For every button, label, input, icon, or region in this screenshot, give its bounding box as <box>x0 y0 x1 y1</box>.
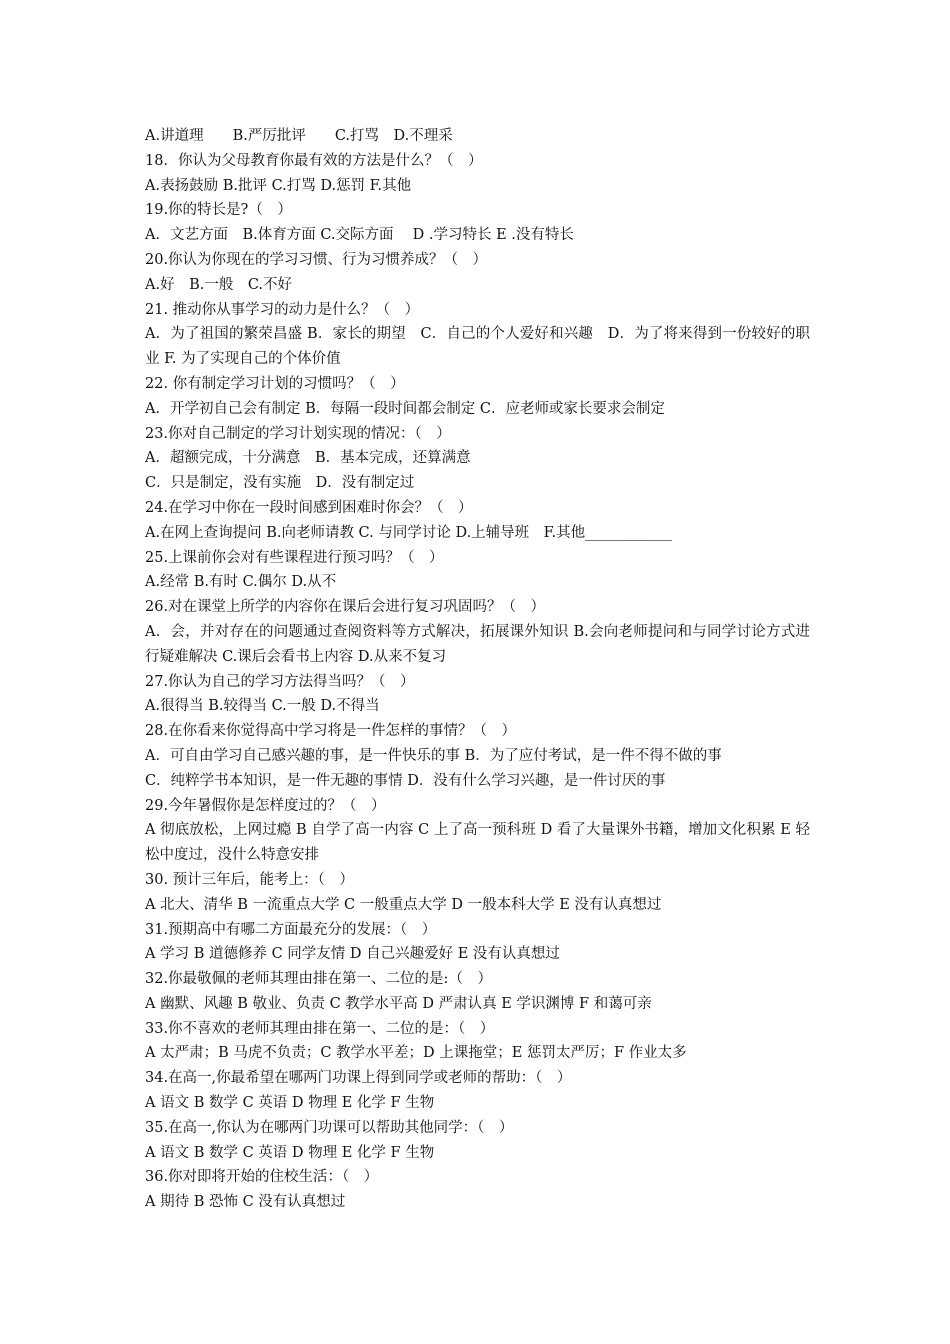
question-text: 36.你对即将开始的住校生活：（ ） <box>145 1169 379 1186</box>
answer-options: A.很得当 B.较得当 C.一般 D.不得当 <box>145 698 380 715</box>
answer-options: A 彻底放松，上网过瘾 B 自学了高一内容 C 上了高一预科班 D 看了大量课外书籍，增加文化积累 E 轻松中度过，没什么特意安排 <box>145 822 810 864</box>
answer-options: A．开学初自己会有制定 B．每隔一段时间都会制定 C．应老师或家长要求会制定 <box>145 400 665 417</box>
answer-options: A．为了祖国的繁荣昌盛 B．家长的期望 C．自己的个人爱好和兴趣 D．为了将来得到一份较好的职业 F. 为了实现自己的个体价值 <box>145 326 810 368</box>
answer-options: A 北大、清华 B 一流重点大学 C 一般重点大学 D 一般本科大学 E 没有认真想过 <box>145 896 662 913</box>
answer-options: A．文艺方面 B.体育方面 C.交际方面 D .学习特长 E .没有特长 <box>145 227 574 244</box>
question-text: 21. 推动你从事学习的动力是什么？（ ） <box>145 301 420 318</box>
question-text: 22. 你有制定学习计划的习惯吗？（ ） <box>145 375 405 392</box>
questionnaire-body <box>145 124 810 1215</box>
question-text: 34.在高一,你最希望在哪两门功课上得到同学或老师的帮助：（ ） <box>145 1070 572 1087</box>
answer-options: A．超额完成，十分满意 B．基本完成，还算满意 <box>145 450 471 467</box>
answer-options: A.在网上查询提问 B.向老师请教 C. 与同学讨论 D.上辅导班 F.其他____________ <box>145 524 673 541</box>
answer-options: A.经常 B.有时 C.偶尔 D.从不 <box>145 574 337 591</box>
answer-options: A 期待 B 恐怖 C 没有认真想过 <box>145 1194 346 1211</box>
question-text: 33.你不喜欢的老师其理由排在第一、二位的是：（ ） <box>145 1020 495 1037</box>
answer-options: C．只是制定，没有实施 D．没有制定过 <box>145 475 415 492</box>
question-text: 19.你的特长是?（ ） <box>145 202 292 219</box>
question-text: 20.你认为你现在的学习习惯、行为习惯养成？（ ） <box>145 251 488 268</box>
question-text: 26.对在课堂上所学的内容你在课后会进行复习巩固吗？（ ） <box>145 599 546 616</box>
answer-options: A 幽默、风趣 B 敬业、负责 C 教学水平高 D 严肃认真 E 学识渊博 F 和蔼可亲 <box>145 995 652 1012</box>
question-text: 30. 预计三年后，能考上：（ ） <box>145 871 354 888</box>
answer-options: A 太严肃；B 马虎不负责；C 教学水平差；D 上课拖堂；E 惩罚太严厉；F 作业太多 <box>145 1045 687 1062</box>
answer-options: A．会，并对存在的问题通过查阅资料等方式解决，拓展课外知识 B.会向老师提问和与同学讨论方式进行疑难解决 C.课后会看书上内容 D.从来不复习 <box>145 623 810 665</box>
question-text: 29.今年暑假你是怎样度过的？（ ） <box>145 797 386 814</box>
answer-options: A 语文 B 数学 C 英语 D 物理 E 化学 F 生物 <box>145 1144 435 1161</box>
question-text: 31.预期高中有哪二方面最充分的发展：（ ） <box>145 921 437 938</box>
answer-options: C．纯粹学书本知识，是一件无趣的事情 D．没有什么学习兴趣，是一件讨厌的事 <box>145 772 666 789</box>
question-text: 25.上课前你会对有些课程进行预习吗？（ ） <box>145 549 444 566</box>
question-text: 28.在你看来你觉得高中学习将是一件怎样的事情？（ ） <box>145 723 517 740</box>
answer-options: A.讲道理 B.严厉批评 C.打骂 D.不理采 <box>145 128 453 144</box>
answer-options: A.表扬鼓励 B.批评 C.打骂 D.惩罚 F.其他 <box>145 177 412 194</box>
question-text: 24.在学习中你在一段时间感到困难时你会？（ ） <box>145 499 473 516</box>
question-text: 18．你认为父母教育你最有效的方法是什么？（ ） <box>145 152 483 169</box>
answer-options: A 语文 B 数学 C 英语 D 物理 E 化学 F 生物 <box>145 1095 435 1112</box>
question-text: 23.你对自己制定的学习计划实现的情况：（ ） <box>145 425 451 442</box>
answer-options: A.好 B.一般 C.不好 <box>145 276 293 293</box>
question-text: 27.你认为自己的学习方法得当吗？（ ） <box>145 673 415 690</box>
question-text: 32.你最敬佩的老师其理由排在第一、二位的是:（ ） <box>145 971 492 988</box>
question-text: 35.在高一,你认为在哪两门功课可以帮助其他同学：（ ） <box>145 1119 514 1136</box>
answer-options: A 学习 B 道德修养 C 同学友情 D 自己兴趣爱好 E 没有认真想过 <box>145 946 560 963</box>
answer-options: A．可自由学习自己感兴趣的事，是一件快乐的事 B．为了应付考试，是一件不得不做的事 <box>145 747 722 764</box>
